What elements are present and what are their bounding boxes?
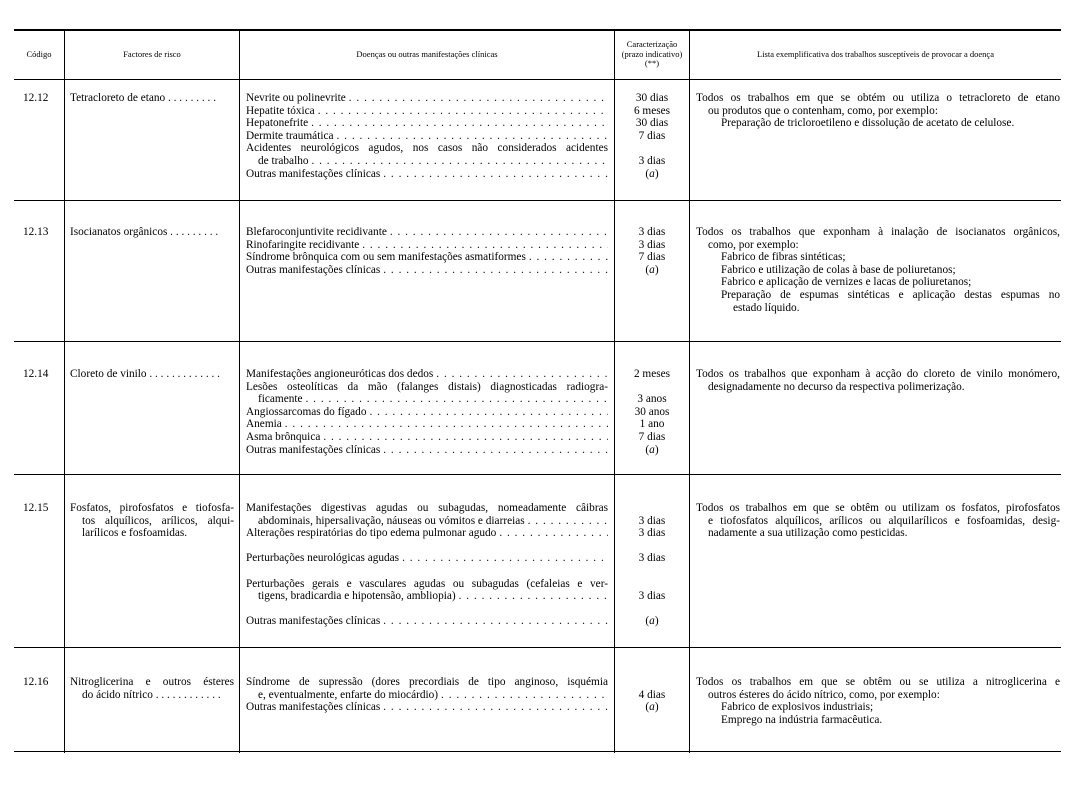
disease-line	[246, 590, 608, 603]
dot-leader	[383, 701, 608, 714]
dot-leader	[499, 527, 608, 540]
disease-list	[246, 92, 608, 180]
work-example-item: Fabrico e utilização de colas à base de poliuretanos;	[721, 263, 956, 276]
table-bottom-rule	[14, 751, 1061, 752]
work-list-intro	[696, 676, 1060, 701]
term-value: 7 dias	[638, 129, 666, 142]
disease-name: Nevrite ou polinevrite	[246, 92, 346, 104]
indicative-term	[615, 502, 689, 628]
disease-name: Perturbações neurológicas agudas	[246, 552, 400, 565]
disease-name: Angiossarcomas do fígado	[246, 405, 367, 418]
term-value: 3 dias	[638, 590, 666, 603]
risk-factor	[70, 368, 234, 381]
dot-leader	[318, 105, 608, 118]
disease-line	[246, 92, 608, 105]
disease-name: Asma brônquica	[246, 430, 321, 443]
risk-factor-line: Cloreto de vinilo . . . . . . . . . . . . .	[70, 368, 220, 380]
dot-leader	[383, 168, 608, 181]
work-list-intro	[696, 368, 1060, 393]
disease-line	[246, 168, 608, 181]
term-value	[615, 565, 689, 578]
dot-leader	[390, 226, 608, 239]
risk-factor-line: do ácido nítrico . . . . . . . . . . . .	[82, 688, 221, 701]
work-example-item: Fabrico de fibras sintéticas;	[721, 251, 846, 264]
term-value: 3 anos	[637, 393, 667, 406]
term-value	[615, 540, 689, 553]
work-list	[696, 676, 1060, 726]
column-divider	[239, 29, 240, 753]
row-code: 12.13	[23, 226, 49, 238]
row-rule	[14, 474, 1061, 475]
term-value: 7 dias	[638, 430, 666, 443]
dot-leader	[349, 92, 608, 105]
work-list-intro-line: outros ésteres do ácido nítrico, como, por exemplo:	[708, 688, 940, 701]
disease-line	[246, 431, 608, 444]
disease-name: Outras manifestações clínicas	[246, 263, 381, 276]
work-list-intro	[696, 92, 1060, 117]
header-code: Código	[26, 48, 52, 59]
disease-name: tigens, bradicardia e hipotensão, ambliopia)	[258, 590, 456, 603]
term-value: 6 meses	[633, 104, 671, 117]
term-value: 4 dias	[638, 688, 666, 701]
disease-name: Outras manifestações clínicas	[246, 443, 381, 456]
disease-name: Manifestações angioneuróticas dos dedos	[246, 368, 434, 380]
work-example-item: estado líquido.	[733, 301, 800, 314]
disease-line	[246, 701, 608, 714]
term-value: 3 dias	[638, 154, 666, 167]
dot-leader	[529, 251, 608, 264]
disease-line: Manifestações digestivas agudas ou subagudas, nomeadamente câibras	[246, 502, 608, 514]
work-example-item: Preparação de tricloroetileno e dissolução de acetato de celulose.	[721, 117, 1015, 130]
disease-name: ficamente	[258, 393, 303, 406]
term-value	[615, 603, 689, 616]
term-value: 3 dias	[638, 238, 666, 251]
disease-line	[246, 418, 608, 431]
work-list-intro-line: Todos os trabalhos que exponham à inalação de isocianatos orgânicos,	[696, 226, 1060, 238]
disease-line: Perturbações gerais e vasculares agudas ou subagudas (cefaleias e ver-	[246, 577, 608, 590]
disease-name: Outras manifestações clínicas	[246, 167, 381, 180]
term-value: (a)	[645, 263, 659, 276]
disease-name: e, eventualmente, enfarte do miocárdio)	[258, 688, 439, 701]
row-code: 12.14	[23, 368, 49, 380]
term-value: 2 meses	[633, 368, 671, 380]
term-value	[615, 381, 689, 394]
term-value: (a)	[645, 443, 659, 456]
column-divider	[689, 29, 690, 753]
dot-leader	[306, 393, 608, 406]
dot-leader	[441, 689, 608, 702]
disease-name: Dermite traumática	[246, 129, 334, 142]
term-value: (a)	[645, 615, 659, 628]
disease-line	[246, 444, 608, 457]
work-example-item: Preparação de espumas sintéticas e aplicação destas espumas no	[721, 288, 1060, 301]
disease-line: Síndrome de supressão (dores precordiais de tipo anginoso, isquémia	[246, 676, 608, 688]
header-term: Caracterização (prazo indicativo) (**)	[621, 39, 683, 69]
term-value: (a)	[645, 701, 659, 714]
risk-factor-line: tos alquílicos, arílicos, alqui-	[82, 514, 234, 527]
disease-line	[246, 515, 608, 528]
disease-name: de trabalho	[258, 154, 309, 167]
work-list-intro	[696, 502, 1060, 540]
risk-factor	[70, 502, 234, 540]
disease-line: Lesões osteolíticas da mão (falanges distais) diagnosticadas radiogra-	[246, 380, 608, 393]
disease-table	[14, 0, 1061, 785]
spacer	[246, 540, 608, 553]
term-value	[615, 142, 689, 155]
risk-factor-line: Isocianatos orgânicos . . . . . . . . .	[70, 226, 219, 238]
disease-line	[246, 689, 608, 702]
dot-leader	[312, 155, 609, 168]
disease-line	[246, 105, 608, 118]
risk-factor-line: Fosfatos, pirofosfatos e tiofosfa-	[70, 502, 234, 514]
dot-leader	[436, 368, 608, 381]
risk-factor	[70, 92, 234, 105]
term-value: 7 dias	[638, 251, 666, 264]
indicative-term	[615, 676, 689, 714]
risk-factor-line: larílicos e fosfoamidas.	[82, 527, 188, 540]
work-list	[696, 226, 1060, 314]
disease-name: Outras manifestações clínicas	[246, 701, 381, 714]
term-value	[615, 676, 689, 689]
work-examples	[696, 701, 1060, 726]
disease-name: Hepatite tóxica	[246, 104, 315, 117]
risk-factor	[70, 226, 234, 239]
work-list-intro-line: ou produtos que o contenham, como, por exemplo:	[708, 104, 938, 117]
disease-line	[246, 527, 608, 540]
dot-leader	[459, 590, 608, 603]
disease-name: Síndrome brônquica com ou sem manifestações asmatiformes	[246, 251, 526, 264]
work-list-intro-line: e tiofosfatos alquílicos, arílicos ou alquilarílicos e fosfoamidas, desig-	[708, 514, 1060, 527]
disease-line	[246, 393, 608, 406]
disease-line	[246, 368, 608, 381]
dot-leader	[383, 444, 608, 457]
dot-leader	[383, 264, 608, 277]
disease-name: abdominais, hipersalivação, náuseas ou vómitos e diarreias	[258, 514, 525, 527]
column-divider	[64, 29, 65, 753]
risk-factor-line: Tetracloreto de etano . . . . . . . . .	[70, 92, 217, 104]
term-value: 3 dias	[638, 514, 666, 527]
work-list-intro-line: como, por exemplo:	[708, 238, 799, 251]
work-list-intro-line: Todos os trabalhos em que se obtém ou utiliza o tetracloreto de etano	[696, 92, 1060, 104]
disease-name: Outras manifestações clínicas	[246, 615, 381, 628]
work-list-intro	[696, 226, 1060, 251]
disease-name: Rinofaringite recidivante	[246, 238, 360, 251]
disease-line	[246, 155, 608, 168]
dot-leader	[323, 431, 608, 444]
dot-leader	[369, 406, 608, 419]
disease-line: Acidentes neurológicos agudos, nos casos não considerados acidentes	[246, 142, 608, 155]
disease-line	[246, 552, 608, 565]
row-code: 12.12	[23, 92, 49, 104]
row-rule	[14, 341, 1061, 342]
dot-leader	[311, 117, 608, 130]
disease-name: Anemia	[246, 418, 282, 431]
risk-factor	[70, 676, 234, 701]
work-list-intro-line: nadamente a sua utilização como pesticidas.	[708, 527, 908, 540]
term-value: 1 ano	[639, 418, 665, 431]
spacer	[246, 603, 608, 616]
work-examples	[696, 251, 1060, 314]
work-examples	[696, 117, 1060, 130]
term-value: 3 dias	[638, 527, 666, 540]
row-code: 12.16	[23, 676, 49, 688]
disease-line	[246, 117, 608, 130]
work-list	[696, 368, 1060, 393]
term-value: 30 anos	[634, 405, 670, 418]
work-example-item: Emprego na indústria farmacêutica.	[721, 713, 883, 726]
dot-leader	[383, 615, 608, 628]
dot-leader	[337, 130, 608, 143]
indicative-term	[615, 92, 689, 180]
row-rule	[14, 647, 1061, 648]
disease-line	[246, 239, 608, 252]
disease-name: Hepatonefrite	[246, 117, 309, 130]
disease-line	[246, 226, 608, 239]
row-rule	[14, 200, 1061, 201]
disease-line	[246, 615, 608, 628]
dot-leader	[285, 418, 608, 431]
dot-leader	[362, 239, 608, 252]
disease-list	[246, 368, 608, 456]
dot-leader	[402, 552, 608, 565]
work-list	[696, 502, 1060, 540]
work-list-intro-line: Todos os trabalhos em que se obtêm ou utilizam os fosfatos, pirofosfatos	[696, 502, 1060, 514]
term-value	[615, 502, 689, 515]
disease-line	[246, 251, 608, 264]
work-list-intro-line: Todos os trabalhos em que se obtêm ou se utiliza a nitroglicerina e	[696, 676, 1060, 688]
term-value: 3 dias	[638, 552, 666, 565]
header-work-list: Lista exemplificativa dos trabalhos susceptíveis de provocar a doença	[757, 48, 994, 59]
disease-name: Alterações respiratórias do tipo edema pulmonar agudo	[246, 527, 497, 540]
header-factors: Factores de risco	[123, 48, 181, 59]
work-example-item: Fabrico de explosivos industriais;	[721, 701, 874, 714]
row-code: 12.15	[23, 502, 49, 514]
work-list	[696, 92, 1060, 130]
disease-list	[246, 226, 608, 276]
spacer	[246, 565, 608, 578]
work-list-intro-line: designadamente no decurso da respectiva polimerização.	[708, 380, 965, 393]
indicative-term	[615, 368, 689, 456]
header-diseases: Doenças ou outras manifestações clínicas	[356, 48, 498, 59]
term-value: 3 dias	[638, 226, 666, 238]
term-value: (a)	[645, 167, 659, 180]
disease-list	[246, 502, 608, 628]
disease-list	[246, 676, 608, 714]
disease-line	[246, 264, 608, 277]
disease-line	[246, 130, 608, 143]
disease-name: Blefaroconjuntivite recidivante	[246, 226, 387, 238]
term-value: 30 dias	[635, 117, 669, 130]
dot-leader	[528, 515, 608, 528]
disease-line	[246, 406, 608, 419]
risk-factor-line: Nitroglicerina e outros ésteres	[70, 676, 234, 688]
work-list-intro-line: Todos os trabalhos que exponham à acção do cloreto de vinilo monómero,	[696, 368, 1060, 380]
indicative-term	[615, 226, 689, 276]
term-value: 30 dias	[635, 92, 669, 104]
term-value	[615, 578, 689, 591]
work-example-item: Fabrico e aplicação de vernizes e lacas de poliuretanos;	[721, 276, 972, 289]
